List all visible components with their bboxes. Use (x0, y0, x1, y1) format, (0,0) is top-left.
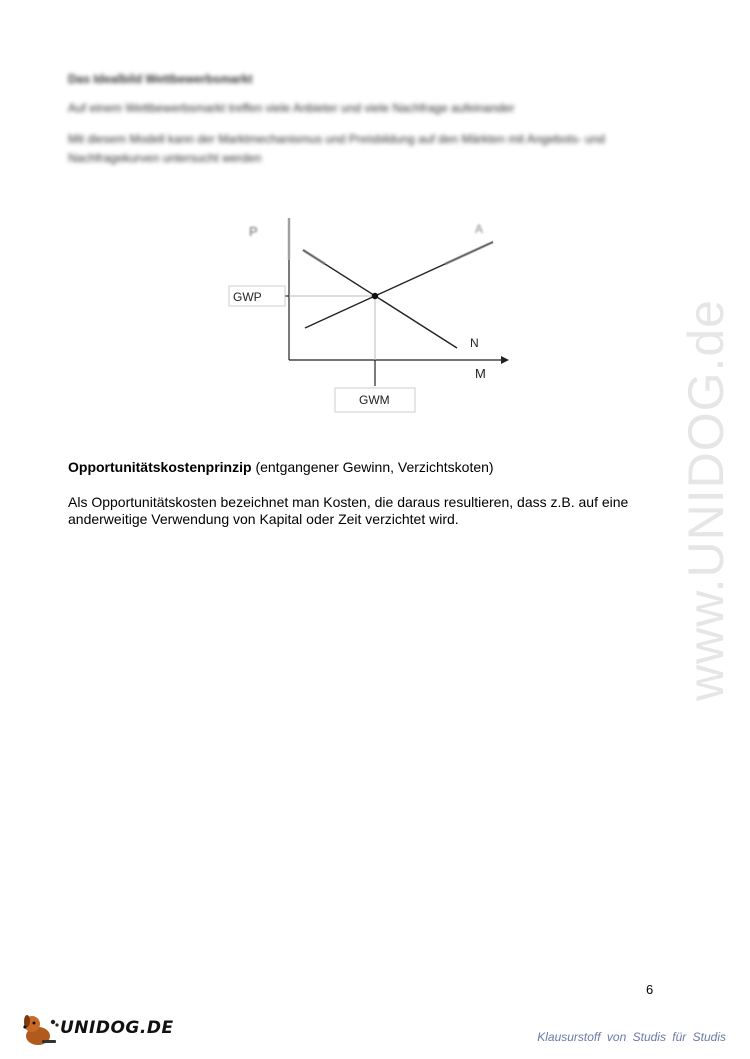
section-title-rest: (entgangener Gewinn, Verzichtskoten) (251, 459, 494, 475)
quantity-label: GWM (359, 393, 390, 407)
x-axis-label: M (475, 366, 486, 381)
equilibrium-point (372, 293, 378, 299)
demand-line (303, 250, 457, 348)
footer-logo (20, 1012, 174, 1048)
supply-demand-diagram (225, 210, 525, 420)
section-title (68, 459, 494, 475)
section-title-bold: Opportunitätskostenprinzip (68, 459, 252, 475)
dog-logo-icon (20, 1012, 60, 1048)
section-paragraph: Als Opportunitätskosten bezeichnet man Kosten, die daraus resultieren, dass z.B. auf eine anderweitige Verwendung von Kapital oder Zeit verzichtet wird. (68, 494, 629, 527)
x-axis-arrow (501, 356, 509, 364)
demand-line-blur (303, 250, 325, 264)
blurred-line: Auf einem Wettbewerbsmarkt treffen viele Anbieter und viele Nachfrage aufeinander (68, 101, 515, 115)
blurred-heading: Das Idealbild Wettbewerbsmarkt (68, 72, 253, 86)
footer-tagline: Klausurstoff von Studis für Studis (537, 1030, 726, 1044)
logo-text: UNIDOG.DE (60, 1018, 174, 1038)
supply-line-blur (445, 242, 493, 264)
price-label: GWP (233, 290, 262, 304)
supply-label: A (475, 222, 484, 236)
watermark: www.UNIDOG.de (678, 299, 734, 701)
page-number: 6 (646, 982, 654, 997)
blurred-paragraph: Mit diesem Modell kann der Marktmechanismus und Preisbildung auf den Märkten mit Angebots- und Nachfragekurven untersucht werden (68, 132, 605, 165)
y-axis-label: P (249, 224, 258, 239)
demand-label: N (470, 336, 479, 350)
